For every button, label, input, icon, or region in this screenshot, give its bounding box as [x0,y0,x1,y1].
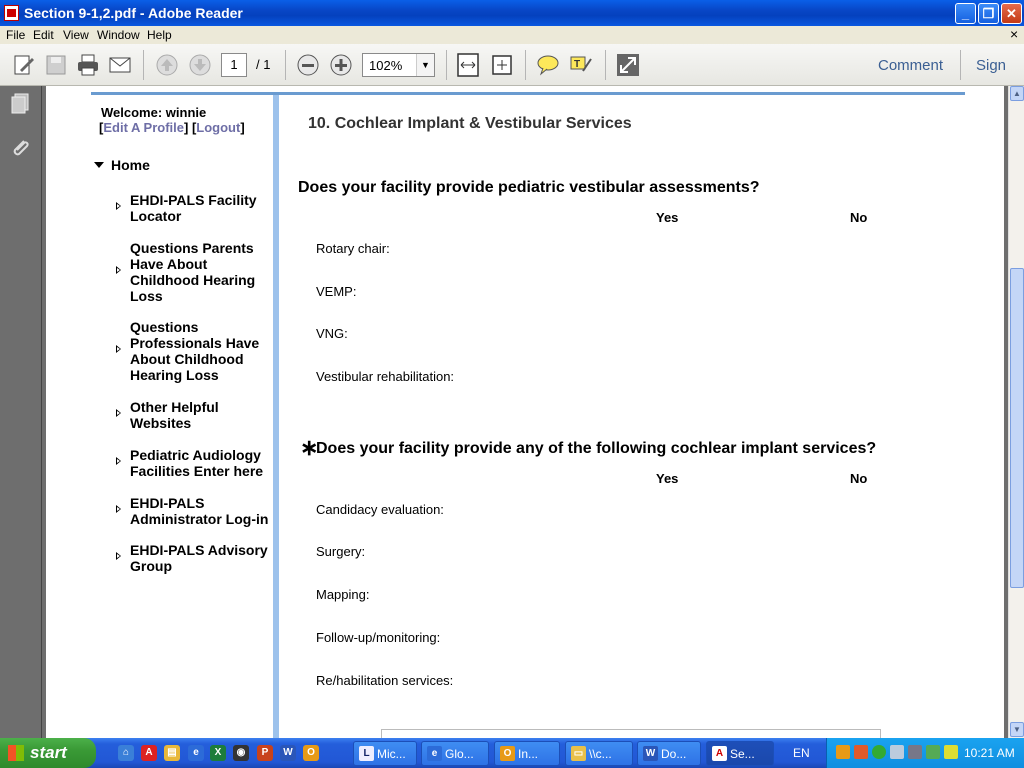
section-title: 10. Cochlear Implant & Vestibular Services [308,115,632,132]
adobe-reader-icon [4,5,19,21]
close-button[interactable]: ✕ [1001,3,1022,24]
form-box-edge [381,729,881,738]
email-icon[interactable] [108,53,132,77]
clock: 10:21 AM [964,746,1015,760]
toolbar-separator [605,50,606,80]
logout-link[interactable]: Logout [196,120,241,135]
network-tray-icon[interactable] [872,745,886,759]
create-pdf-icon[interactable] [12,53,36,77]
toolbar [0,44,1024,86]
adobe-reader-icon: A [712,746,727,761]
triangle-right-icon [116,409,121,417]
page-number-input[interactable]: 1 [221,53,247,77]
vng-label: VNG: [316,326,348,341]
mapping-label: Mapping: [316,587,370,602]
yes-column-header: Yes [656,471,679,486]
vestibular-rehab-label: Vestibular rehabilitation: [316,369,455,384]
toolbar-separator [446,50,447,80]
quicklaunch-folder-icon[interactable]: ▤ [164,745,180,761]
outlook-icon: O [500,746,515,761]
menu-file[interactable]: File [6,28,26,42]
menu-help[interactable]: Help [147,28,172,42]
navigation-pane [0,86,42,738]
start-button[interactable] [0,738,96,768]
task-folder[interactable] [565,741,633,766]
no-column-header: No [850,210,868,225]
zoom-out-icon[interactable] [296,53,320,77]
start-label: start [30,743,67,762]
welcome-text: Welcome: winnie [101,105,207,120]
nav-questions-parents[interactable]: Questions Parents Have About Childhood Hearing Loss [130,240,256,304]
triangle-right-icon [116,505,121,513]
task-label: \\c... [589,747,612,761]
minimize-button[interactable]: _ [955,3,976,24]
edit-profile-link[interactable]: Edit A Profile [103,120,184,135]
nav-advisory-group[interactable]: EHDI-PALS Advisory Group [130,542,268,574]
folder-icon: ▭ [571,746,586,761]
quicklaunch-excel-icon[interactable]: X [210,745,226,761]
quicklaunch-media-icon[interactable]: ◉ [233,745,249,761]
window-title: Section 9-1,2.pdf - Adobe Reader [24,5,243,21]
page-total: / 1 [256,57,271,72]
surgery-label: Surgery: [316,544,366,559]
task-label: Mic... [377,747,406,761]
task-adobe-reader[interactable] [706,741,774,766]
rehabilitation-label: Re/habilitation services: [316,673,454,688]
follow-up-label: Follow-up/monitoring: [316,630,441,645]
vestibular-question: Does your facility provide pediatric vestibular assessments? [298,179,760,196]
previous-page-icon[interactable] [155,53,179,77]
word-icon: W [643,746,658,761]
rotary-chair-label: Rotary chair: [316,241,390,256]
fit-page-icon[interactable] [456,53,480,77]
zoom-value: 102% [369,58,403,73]
shield-tray-icon[interactable] [944,745,958,759]
expand-triangle-icon[interactable] [94,162,104,168]
ie-icon: e [427,746,442,761]
task-label: Glo... [445,747,474,761]
nav-audiology-facilities[interactable]: Pediatric Audiology Facilities Enter here [130,447,264,479]
outlook-tray-icon[interactable] [836,745,850,759]
task-label: Do... [661,747,687,761]
nav-admin-login[interactable]: EHDI-PALS Administrator Log-in [130,495,269,527]
triangle-right-icon [116,457,121,465]
scroll-up-icon[interactable]: ▲ [1010,86,1024,101]
triangle-right-icon [116,266,121,274]
windows-logo-icon [8,745,24,761]
triangle-right-icon [116,202,121,210]
no-column-header: No [850,471,868,486]
attachments-icon[interactable] [9,136,31,158]
nav-helpful-websites[interactable]: Other Helpful Websites [130,399,219,431]
quicklaunch-outlook-icon[interactable]: O [303,745,319,761]
sign-pane-link[interactable]: Sign [976,57,1007,74]
candidacy-evaluation-label: Candidacy evaluation: [316,502,444,517]
highlight-text-icon[interactable] [569,53,593,77]
scroll-down-icon[interactable]: ▼ [1010,722,1024,737]
next-page-icon[interactable] [188,53,212,77]
menu-bar [0,26,1024,44]
title-bar [0,0,1024,26]
vemp-label: VEMP: [316,284,357,299]
language-indicator[interactable]: EN [793,746,810,760]
comment-pane-link[interactable]: Comment [878,57,944,74]
fit-width-icon[interactable] [490,53,514,77]
device-tray-icon[interactable] [890,745,904,759]
quicklaunch-word-icon[interactable]: W [280,745,296,761]
menu-view[interactable]: View [63,28,89,42]
pdf-page [46,86,1004,738]
maximize-button[interactable]: ❐ [978,3,999,24]
task-word-doc[interactable] [637,741,701,766]
quicklaunch-acrobat-icon[interactable]: A [141,745,157,761]
nav-home[interactable]: Home [111,157,150,173]
taskbar [0,738,1024,768]
security-tray-icon[interactable] [926,745,940,759]
scrollbar-thumb[interactable] [1010,268,1024,588]
quicklaunch-desktop-icon[interactable]: ⌂ [118,745,134,761]
document-area [42,86,1008,738]
form-content [296,86,996,738]
pages-icon[interactable] [9,92,31,114]
nav-facility-locator[interactable]: EHDI-PALS Facility Locator [130,192,257,224]
toolbar-separator [525,50,526,80]
quicklaunch-powerpoint-icon[interactable]: P [257,745,273,761]
triangle-right-icon [116,345,121,353]
task-global[interactable] [421,741,489,766]
profile-links: [Edit A Profile] [Logout] [99,120,245,135]
toolbar-separator [143,50,144,80]
svg-text:T: T [574,59,581,70]
comment-bubble-icon[interactable] [536,53,560,77]
alert-tray-icon[interactable] [854,745,868,759]
close-document-icon[interactable]: × [1010,26,1019,42]
triangle-right-icon [116,552,121,560]
task-label: Se... [730,747,755,761]
task-label: In... [518,747,539,761]
site-sidebar [91,95,279,738]
task-microsoft[interactable] [353,741,417,766]
menu-window[interactable]: Window [97,28,140,42]
yes-column-header: Yes [656,210,679,225]
expand-icon[interactable] [616,53,640,77]
toolbar-separator [960,50,961,80]
save-icon[interactable] [44,53,68,77]
lync-icon: L [359,746,374,761]
nav-questions-professionals[interactable]: Questions Professionals Have About Childhood Hearing Loss [130,319,260,383]
menu-edit[interactable]: Edit [33,28,54,42]
quicklaunch-ie-icon[interactable]: e [188,745,204,761]
toolbar-separator [285,50,286,80]
vertical-scrollbar[interactable] [1008,86,1024,738]
required-star-icon: ∗ [300,435,319,460]
zoom-select[interactable] [362,53,435,77]
zoom-in-icon[interactable] [329,53,353,77]
task-inbox[interactable] [494,741,560,766]
chevron-down-icon[interactable]: ▼ [416,54,434,76]
cochlear-question: Does your facility provide any of the following cochlear implant services? [316,440,877,457]
volume-tray-icon[interactable] [908,745,922,759]
print-icon[interactable] [76,53,100,77]
